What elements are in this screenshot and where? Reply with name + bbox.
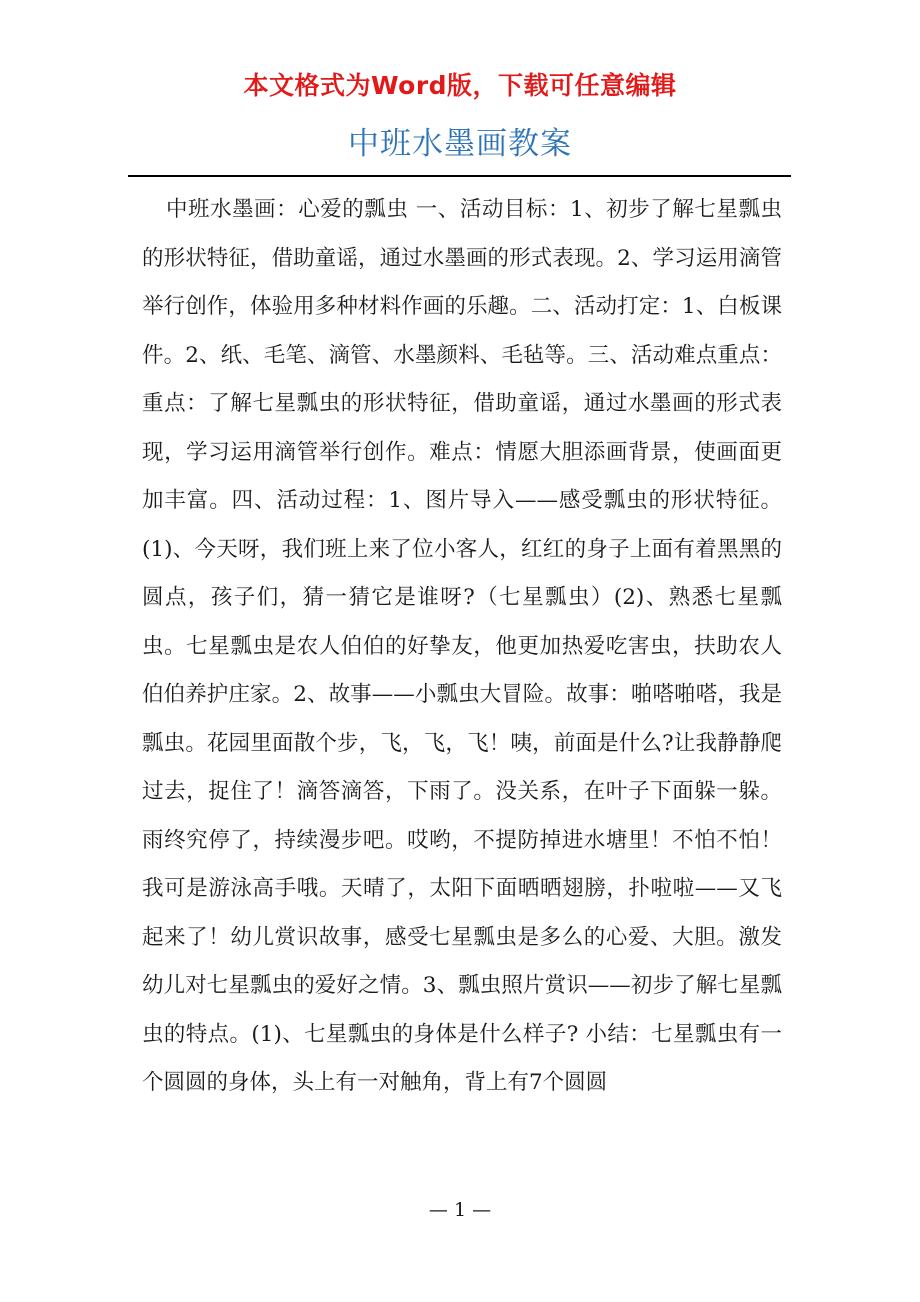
body-paragraph: 中班水墨画：心爱的瓢虫 一、活动目标：1、初步了解七星瓢虫的形状特征，借助童谣，通过水墨画的形式表现。2、学习运用滴管举行创作，体验用多种材料作画的乐趣。二、活动打定：1、白板课件。2、纸、毛笔、滴管、水墨颜料、毛毡等。三、活动难点重点：重点：了解七星瓢虫的形状特征，借助童谣，通过水墨画的形式表现，学习运用滴管举行创作。难点：情愿大胆添画背景，使画面更加丰富。四、活动过程：1、图片导入——感受瓢虫的形状特征。(1)、今天呀，我们班上来了位小客人，红红的身子上面有着黑黑的圆点，孩子们，猜一猜它是谁呀?（七星瓢虫）(2)、熟悉七星瓢虫。七星瓢虫是农人伯伯的好挚友，他更加热爱吃害虫，扶助农人伯伯养护庄家。2、故事——小瓢虫大冒险。故事：啪嗒啪嗒，我是瓢虫。花园里面散个步，飞，飞，飞！咦，前面是什么?让我静静爬过去，捉住了！滴答滴答，下雨了。没关系，在叶子下面躲一躲。雨终究停了，持续漫步吧。哎哟，不提防掉进水塘里！不怕不怕！我可是游泳高手哦。天晴了，太阳下面晒晒翅膀，扑啦啦——又飞起来了！幼儿赏识故事，感受七星瓢虫是多么的心爱、大胆。激发幼儿对七星瓢虫的爱好之情。3、瓢虫照片赏识——初步了解七星瓢虫的特点。(1)、七星瓢虫的身体是什么样子? 小结：七星瓢虫有一个圆圆的身体，头上有一对触角，背上有7个圆圆 [142, 197, 782, 1095]
document-title: 中班水墨画教案 [348, 126, 572, 162]
page-number: — 1 — [428, 1199, 492, 1221]
title-divider [128, 175, 791, 177]
format-notice-banner: 本文格式为Word版，下载可任意编辑 [243, 71, 677, 100]
